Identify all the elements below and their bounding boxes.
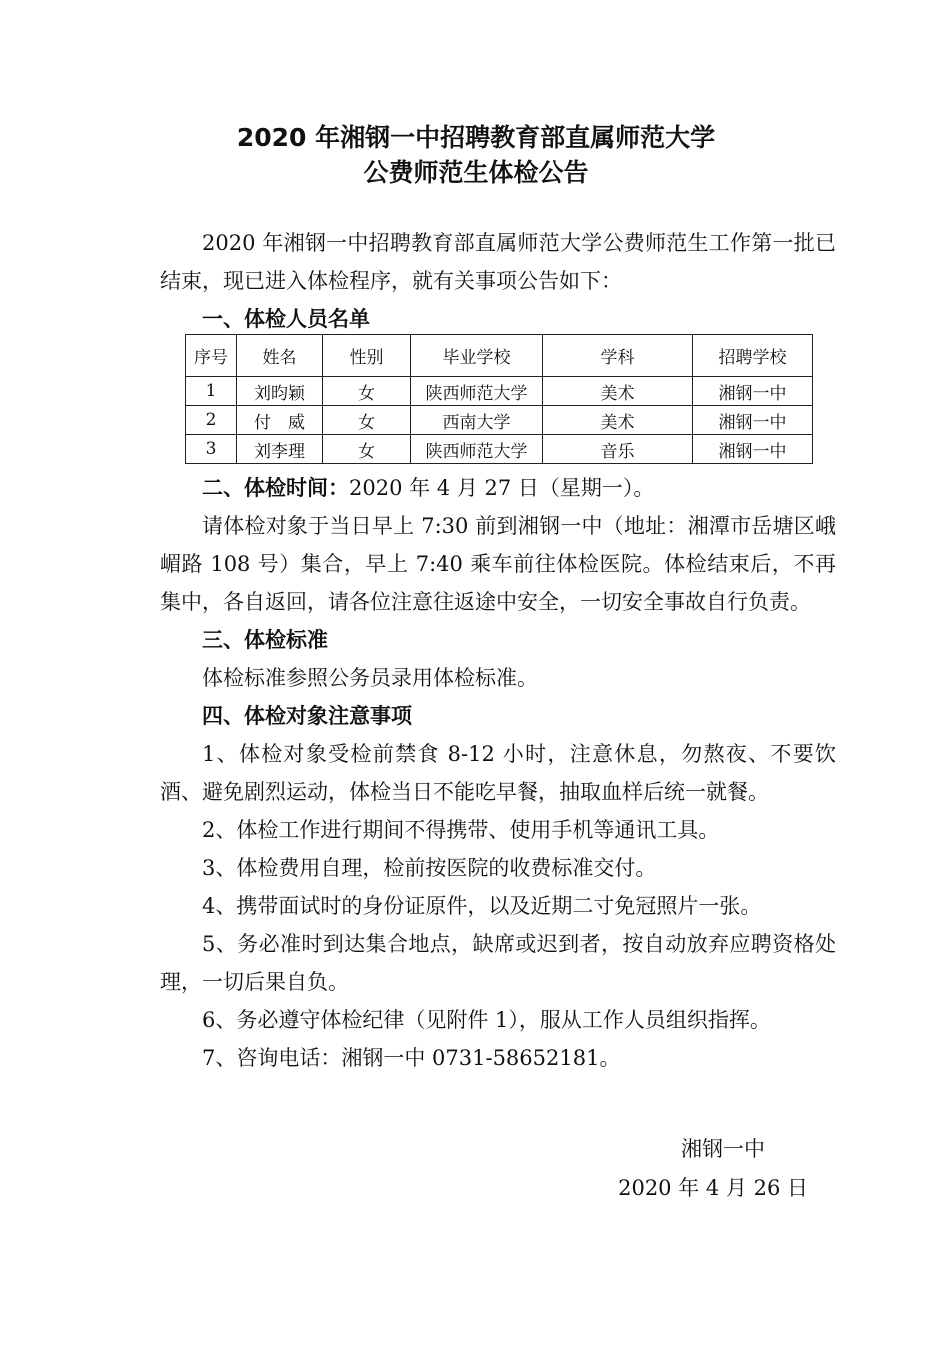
cell: 付 威 xyxy=(237,406,323,435)
intro-paragraph: 2020 年湘钢一中招聘教育部直属师范大学公费师范生工作第一批已结束，现已进入体检程序，就有关事项公告如下： xyxy=(160,231,836,293)
body-sections xyxy=(160,469,836,1077)
examinee-table xyxy=(185,334,813,464)
table-header-row xyxy=(186,335,813,377)
signature-date: 2020 年 4 月 26 日 xyxy=(618,1176,808,1200)
intro-section xyxy=(160,224,836,338)
notice-item: 3、体检费用自理，检前按医院的收费标准交付。 xyxy=(202,856,657,880)
header-cell: 毕业学校 xyxy=(411,335,543,377)
notice-item: 7、咨询电话：湘钢一中 0731-58652181。 xyxy=(202,1046,621,1070)
notice-item: 5、务必准时到达集合地点，缺席或迟到者，按自动放弃应聘资格处理，一切后果自负。 xyxy=(160,932,836,994)
cell: 湘钢一中 xyxy=(693,406,813,435)
cell: 刘李理 xyxy=(237,435,323,464)
section-3-heading: 三、体检标准 xyxy=(202,628,328,652)
cell: 1 xyxy=(186,377,237,406)
cell: 音乐 xyxy=(543,435,693,464)
cell: 女 xyxy=(323,406,411,435)
cell: 湘钢一中 xyxy=(693,377,813,406)
cell: 女 xyxy=(323,377,411,406)
cell: 女 xyxy=(323,435,411,464)
title-line-1: 2020 年湘钢一中招聘教育部直属师范大学 xyxy=(236,123,716,152)
cell: 3 xyxy=(186,435,237,464)
header-cell: 姓名 xyxy=(237,335,323,377)
section-2-label: 二、体检时间： xyxy=(202,476,349,500)
section-3-paragraph: 体检标准参照公务员录用体检标准。 xyxy=(202,666,538,690)
section-2-heading xyxy=(160,469,836,507)
cell: 美术 xyxy=(543,406,693,435)
notice-item: 6、务必遵守体检纪律（见附件 1），服从工作人员组织指挥。 xyxy=(202,1008,771,1032)
cell: 2 xyxy=(186,406,237,435)
section-4-heading: 四、体检对象注意事项 xyxy=(202,704,412,728)
notice-item: 4、携带面试时的身份证原件，以及近期二寸免冠照片一张。 xyxy=(202,894,762,918)
exam-date: 2020 年 4 月 27 日（星期一）。 xyxy=(349,476,655,500)
section-2-paragraph: 请体检对象于当日早上 7:30 前到湘钢一中（地址：湘潭市岳塘区峨嵋路 108 号）集合，早上 7:40 乘车前往体检医院。体检结束后，不再集中，各自返回，请各位注意往返途中安全，一切安全事故自行负责。 xyxy=(160,514,836,614)
signature-org: 湘钢一中 xyxy=(681,1137,765,1161)
cell: 西南大学 xyxy=(411,406,543,435)
section-1-heading: 一、体检人员名单 xyxy=(202,307,370,331)
title-line-2: 公费师范生体检公告 xyxy=(363,158,589,187)
table-row xyxy=(186,435,813,464)
table-row xyxy=(186,406,813,435)
cell: 陕西师范大学 xyxy=(411,435,543,464)
table-row xyxy=(186,377,813,406)
cell: 美术 xyxy=(543,377,693,406)
notice-item: 1、体检对象受检前禁食 8-12 小时，注意休息，勿熬夜、不要饮酒、避免剧烈运动，体检当日不能吃早餐，抽取血样后统一就餐。 xyxy=(160,742,836,804)
header-cell: 序号 xyxy=(186,335,237,377)
notice-item: 2、体检工作进行期间不得携带、使用手机等通讯工具。 xyxy=(202,818,720,842)
header-cell: 招聘学校 xyxy=(693,335,813,377)
cell: 陕西师范大学 xyxy=(411,377,543,406)
cell: 刘昀颖 xyxy=(237,377,323,406)
header-cell: 学科 xyxy=(543,335,693,377)
cell: 湘钢一中 xyxy=(693,435,813,464)
header-cell: 性别 xyxy=(323,335,411,377)
